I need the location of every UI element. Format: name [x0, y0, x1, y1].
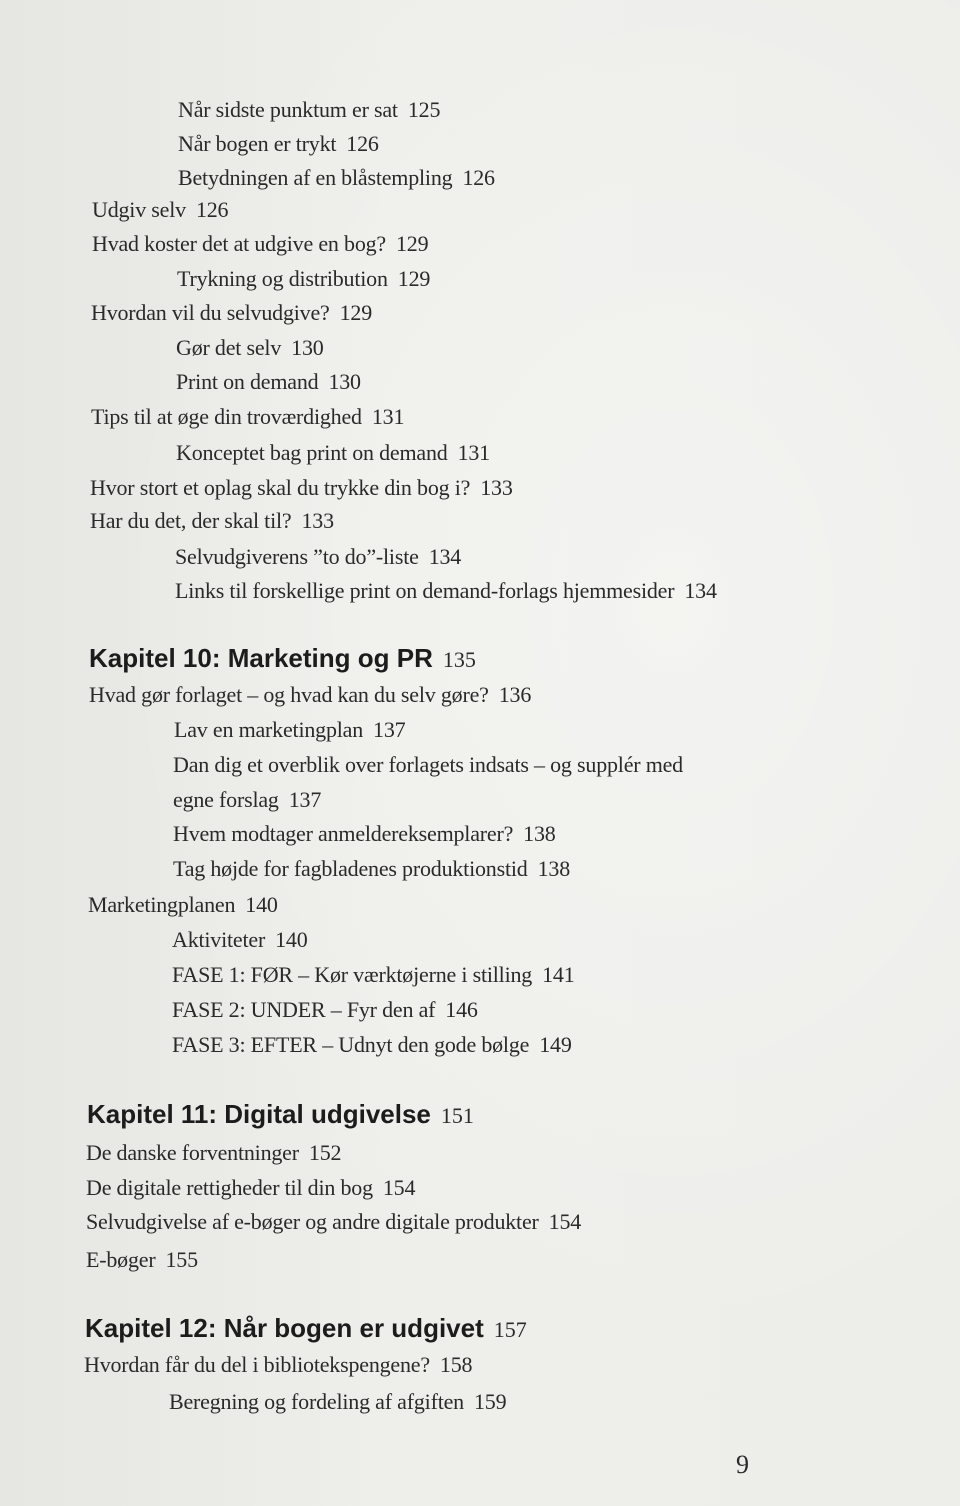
toc-entry — [92, 231, 428, 257]
toc-entry — [172, 997, 478, 1023]
chapter-heading — [87, 1099, 474, 1131]
toc-entry-page: 140 — [245, 892, 278, 917]
toc-entry-page: 155 — [165, 1247, 198, 1272]
chapter-heading — [89, 643, 476, 675]
toc-entry-page: 137 — [288, 787, 322, 812]
chapter-page: 157 — [493, 1317, 527, 1342]
toc-entry-page: 138 — [523, 821, 556, 846]
toc-entry-title: Marketingplanen — [88, 892, 236, 917]
toc-entry-title: Selvudgivelse af e-bøger og andre digitale produkter — [86, 1209, 539, 1234]
toc-entry — [178, 165, 495, 191]
toc-entry-page: 129 — [395, 231, 429, 256]
toc-entry-title: FASE 2: UNDER – Fyr den af — [172, 997, 436, 1022]
toc-entry-page: 126 — [462, 165, 495, 190]
toc-entry-page: 129 — [339, 300, 372, 325]
toc-entry-title: Links til forskellige print on demand-forlags hjemmesider — [175, 578, 675, 603]
toc-entry-title: Gør det selv — [176, 335, 282, 360]
toc-entry-title: Når bogen er trykt — [178, 131, 337, 156]
toc-entry — [169, 1389, 506, 1415]
toc-entry-page: 154 — [548, 1209, 582, 1234]
toc-entry-title: Udgiv selv — [92, 197, 186, 222]
toc-entry-page: 133 — [480, 475, 513, 500]
toc-entry-page: 140 — [275, 927, 308, 952]
toc-entry — [90, 475, 513, 501]
toc-entry — [90, 508, 334, 534]
toc-entry-page: 126 — [346, 131, 379, 156]
toc-entry-title: De danske forventninger — [86, 1140, 299, 1165]
toc-entry — [176, 369, 361, 395]
toc-entry — [86, 1140, 341, 1166]
toc-entry — [91, 404, 404, 430]
toc-entry-page: 141 — [542, 962, 575, 987]
toc-entry — [89, 682, 531, 708]
toc-entry-title: Print on demand — [176, 369, 319, 394]
toc-entry-title: Har du det, der skal til? — [90, 508, 292, 533]
toc-entry-title: Tips til at øge din troværdighed — [91, 404, 362, 429]
toc-entry-page: 131 — [457, 440, 490, 465]
toc-entry-page: 133 — [301, 508, 334, 533]
toc-entry — [84, 1352, 472, 1378]
toc-entry-title: FASE 1: FØR – Kør værktøjerne i stilling — [172, 962, 533, 987]
toc-entry — [175, 544, 461, 570]
toc-entry — [178, 131, 379, 157]
toc-entry-title: Tag højde for fagbladenes produktionstid — [173, 856, 528, 881]
toc-entry-page: 154 — [382, 1175, 416, 1200]
toc-entry-page: 149 — [539, 1032, 572, 1057]
chapter-page: 135 — [442, 647, 476, 672]
toc-entry-title: egne forslag — [173, 787, 279, 812]
toc-entry — [173, 856, 570, 882]
toc-entry-page: 130 — [328, 369, 361, 394]
toc-entry — [172, 1032, 572, 1058]
toc-entry — [88, 892, 278, 918]
toc-entry-title: Hvordan vil du selvudgive? — [91, 300, 330, 325]
toc-entry-title: Hvad gør forlaget – og hvad kan du selv gøre? — [89, 682, 489, 707]
toc-entry-page: 137 — [373, 717, 406, 742]
toc-entry-title: Lav en marketingplan — [174, 717, 364, 742]
toc-entry-page: 158 — [439, 1352, 473, 1377]
toc-entry-page: 146 — [445, 997, 478, 1022]
toc-entry-title: Hvordan får du del i bibliotekspengene? — [84, 1352, 430, 1377]
toc-entry-page: 130 — [291, 335, 324, 360]
toc-entry-title: Dan dig et overblik over forlagets indsats – og supplér med — [173, 752, 683, 777]
toc-entry-title: Hvad koster det at udgive en bog? — [92, 231, 386, 256]
page-number: 9 — [736, 1450, 749, 1479]
chapter-title: Kapitel 11: Digital udgivelse — [87, 1099, 431, 1129]
toc-entry-page: 136 — [498, 682, 532, 707]
toc-entry-title: Hvem modtager anmeldereksemplarer? — [173, 821, 514, 846]
toc-entry — [86, 1209, 581, 1235]
chapter-title: Kapitel 12: Når bogen er udgivet — [85, 1313, 484, 1343]
toc-entry — [172, 927, 308, 953]
toc-entry-page: 138 — [537, 856, 570, 881]
toc-entry — [177, 266, 430, 292]
toc-entry-title: FASE 3: EFTER – Udnyt den gode bølge — [172, 1032, 530, 1057]
toc-entry-page: 125 — [407, 97, 441, 122]
toc-entry-title: Når sidste punktum er sat — [178, 97, 398, 122]
toc-entry — [176, 335, 324, 361]
toc-entry-page: 159 — [473, 1389, 507, 1414]
toc-entry — [173, 752, 683, 778]
toc-entry-title: Konceptet bag print on demand — [176, 440, 448, 465]
toc-entry — [173, 821, 556, 847]
toc-entry-page: 152 — [308, 1140, 342, 1165]
chapter-heading — [85, 1313, 527, 1345]
toc-entry-title: E-bøger — [86, 1247, 156, 1272]
toc-entry — [174, 717, 405, 743]
toc-entry-title: Trykning og distribution — [177, 266, 388, 291]
toc-entry — [91, 300, 372, 326]
toc-entry — [176, 440, 490, 466]
toc-entry-title: Hvor stort et oplag skal du trykke din bog i? — [90, 475, 471, 500]
toc-entry-title: De digitale rettigheder til din bog — [86, 1175, 373, 1200]
toc-entry-title: Betydningen af en blåstempling — [178, 165, 453, 190]
toc-entry-page: 126 — [195, 197, 229, 222]
toc-entry-title: Beregning og fordeling af afgiften — [169, 1389, 464, 1414]
toc-entry — [172, 962, 575, 988]
toc-entry-page: 129 — [397, 266, 431, 291]
toc-entry — [173, 787, 321, 813]
toc-entry-page: 134 — [428, 544, 462, 569]
toc-entry-title: Aktiviteter — [172, 927, 266, 952]
toc-entry — [92, 197, 228, 223]
toc-entry — [86, 1247, 198, 1273]
toc-entry-title: Selvudgiverens ”to do”-liste — [175, 544, 419, 569]
toc-entry — [175, 578, 717, 604]
chapter-page: 151 — [440, 1103, 474, 1128]
toc-entry — [178, 97, 440, 123]
chapter-title: Kapitel 10: Marketing og PR — [89, 643, 433, 673]
toc-entry-page: 134 — [684, 578, 717, 603]
toc-entry-page: 131 — [371, 404, 405, 429]
toc-entry — [86, 1175, 415, 1201]
